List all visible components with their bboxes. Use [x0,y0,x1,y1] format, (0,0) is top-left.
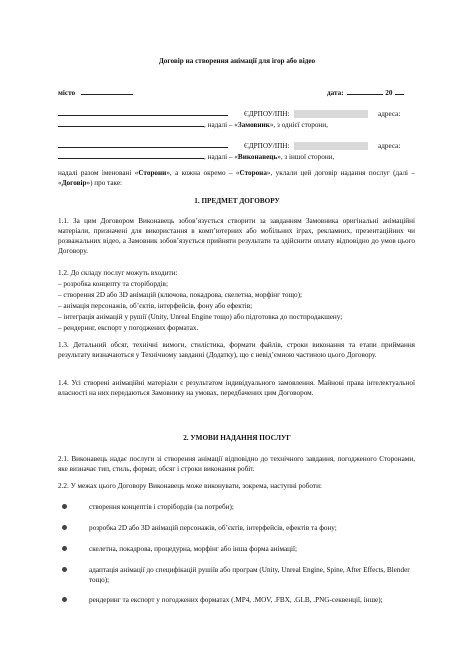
party2-edrpou-label: ЄДРПОУ/ІПН: [244,142,290,150]
city-label: місто [58,89,76,97]
bullet-dot-icon [62,504,67,509]
clause-1-2-item: – рендеринг, експорт у погоджених форматах. [58,324,199,332]
clause-2-1: 2.1. Виконавець надає послуги зі створення анімації відповідно до технічного завдання, погодженого Сторонами, яке визначає тип, стиль, формат, обсяг і строки виконання робіт. [58,455,415,473]
party1-role: Замовник [237,121,270,129]
party1-text-pre: , надалі – « [204,121,238,129]
date-field[interactable] [347,94,383,95]
section1-heading: 1. ПРЕДМЕТ ДОГОВОРУ [194,197,280,205]
party1-row1 [58,109,228,119]
bullet-dot-icon [62,546,67,551]
party2-ids [244,141,400,151]
party2-row2 [58,152,334,162]
bullet-dot-icon [62,525,67,530]
work-list-item: адаптація анімації до специфікацій рушіїв або програм (Unity, Unreal Engine, Spine, After Effects, Blender тощо); [89,566,410,584]
document-title: Договір на створення анімації для ігор або відео [158,57,316,65]
clause-1-2-item: – анімація персонажів, об’єктів, інтерфейсів, фону або ефектів; [58,302,253,310]
city-field[interactable] [81,94,133,95]
clause-1-2-item: – розробка концепту та сторібордів; [58,280,168,288]
city-row [58,88,133,98]
work-list-item: створення концептів і сторібордів (за потреби); [89,503,234,511]
preamble: надалі разом іменовані «Сторони», а кожна окремо – «Сторона», уклали цей договір надання послуг (далі – «Договір») про таке: [58,169,415,187]
party1-name-field[interactable] [58,115,228,116]
work-list-item: рендеринг та експорт у погоджених форматах (.MP4, .MOV, .FBX, .GLB, .PNG-секвенції, інше); [89,596,383,604]
clause-1-1: 1.1. За цим Договором Виконавець зобов’язується створити за завданням Замовника оригінальні анімаційні матеріали, призначені для використання в комп’ютерних або мобільних іграх, рекламних, презентаційних чи розважальних відео, а Замовник зобов’язується прийняти результати та здійснити оплату відповідно до умов цього Договору. [58,217,415,255]
party1-address-label: адреса: [378,110,401,118]
party2-role: Виконавець [237,153,278,161]
bullet-dot-icon [62,597,67,602]
party2-text-pre: , надалі – « [204,153,238,161]
party2-row1 [58,141,228,151]
party2-edrpou-field[interactable] [294,142,368,150]
party1-edrpou-field[interactable] [294,110,368,118]
work-list-item: скелетна, покадрова, процедурна, морфінг або інша форма анімації; [89,545,297,553]
party2-address-field[interactable] [58,158,204,159]
work-list-item: розробка 2D або 3D анімацій персонажів, об’єктів, інтерфейсів, ефектів та фону; [89,524,337,532]
party2-text-post: », з іншої сторони, [277,153,335,161]
party1-address-field[interactable] [58,126,204,127]
clause-1-2-item: – інтеграція анімацій у рушії (Unity, Unreal Engine тощо) або підготовка до постпродакшену; [58,313,343,321]
party2-address-label: адреса: [378,142,401,150]
clause-1-2-item: – створення 2D або 3D анімацій (ключова, покадрова, скелетна, морфінг тощо); [58,291,303,299]
party2-name-field[interactable] [58,147,228,148]
section2-heading: 2. УМОВИ НАДАННЯ ПОСЛУГ [183,434,291,442]
bullet-dot-icon [62,567,67,572]
clause-1-3: 1.3. Детальний обсяг, технічні вимоги, стилістика, формати файлів, строки виконання та етапи приймання результату визначаються у Технічному завданні (Додатку), що є невід’ємною частиною цього Договору. [58,341,415,359]
party1-text-post: », з однієї сторони, [269,121,328,129]
year-field[interactable] [395,94,404,95]
party1-row2 [58,120,328,130]
date-row [327,88,404,98]
date-label: дата: [327,89,344,97]
year-prefix: 20 [385,89,393,97]
party1-ids [244,109,400,119]
clause-1-2-intro: 1.2. До складу послуг можуть входити: [58,269,178,277]
clause-2-2-intro: 2.2. У межах цього Договору Виконавець може виконувати, зокрема, наступні роботи: [58,482,322,490]
party1-edrpou-label: ЄДРПОУ/ІПН: [244,110,290,118]
clause-1-4: 1.4. Усі створені анімаційні матеріали є результатом індивідуального замовлення. Майнові права інтелектуальної власності на них передаються Замовнику на умовах, передбачених цим Договором. [58,379,415,397]
